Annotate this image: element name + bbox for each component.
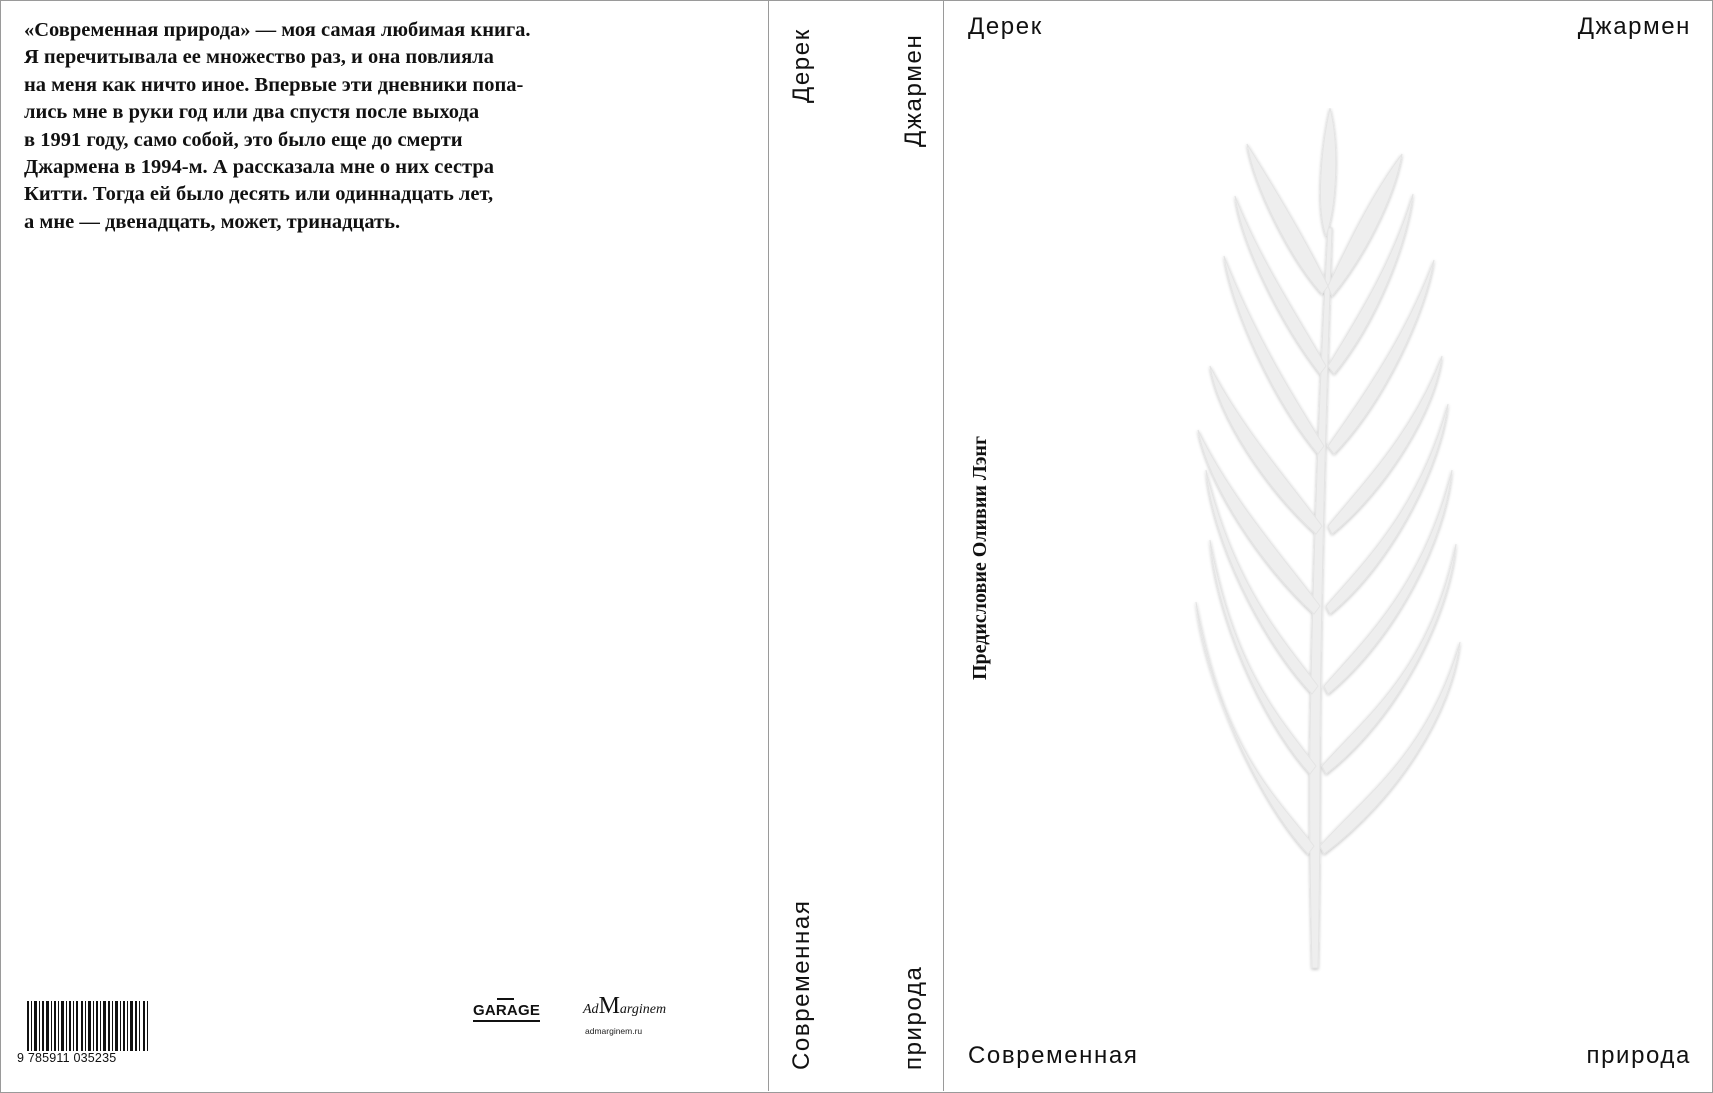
spine-title-second: природа (900, 965, 927, 1070)
spine-left-fold (768, 0, 769, 1091)
garage-logo-mark (497, 998, 514, 1000)
garage-logo: GARAGE (473, 1002, 540, 1022)
spine-right-fold (943, 0, 944, 1091)
preface-credit: Предисловие Оливии Лэнг (969, 435, 991, 680)
back-cover-quote (24, 17, 584, 236)
front-title-second: природа (1586, 1042, 1691, 1069)
spine-author-first: Дерек (788, 28, 815, 103)
spine-title-first: Современная (788, 899, 815, 1070)
quote-line: «Современная природа» — моя самая любимая книга. (24, 19, 531, 41)
front-author-last: Джармен (1577, 13, 1691, 40)
admarginem-ad: Ad (583, 1002, 599, 1017)
admarginem-logo (583, 993, 667, 1020)
quote-line: лись мне в руки год или два спустя после выхода (24, 101, 480, 124)
isbn-number: 9 785911 035235 (17, 1051, 157, 1066)
front-author-first: Дерек (968, 13, 1043, 40)
quote-line: в 1991 году, само собой, это было еще до смерти (24, 128, 463, 151)
quote-line: на меня как ничто иное. Впервые эти дневники попа- (24, 73, 524, 96)
spine-author-last: Джармен (900, 33, 927, 147)
admarginem-url: admarginem.ru (585, 1026, 643, 1036)
quote-line: Китти. Тогда ей было десять или одиннадцать лет, (24, 183, 494, 206)
quote-line: Я перечитывала ее множество раз, и она повлияла (24, 46, 494, 69)
leaf-icon (1160, 108, 1480, 988)
admarginem-m: M (598, 993, 620, 1019)
quote-line: а мне — двенадцать, может, тринадцать. (24, 210, 401, 233)
front-title-first: Современная (968, 1042, 1139, 1069)
quote-line: Джармена в 1994-м. А рассказала мне о них сестра (24, 156, 495, 179)
admarginem-rest: arginem (619, 1002, 667, 1017)
